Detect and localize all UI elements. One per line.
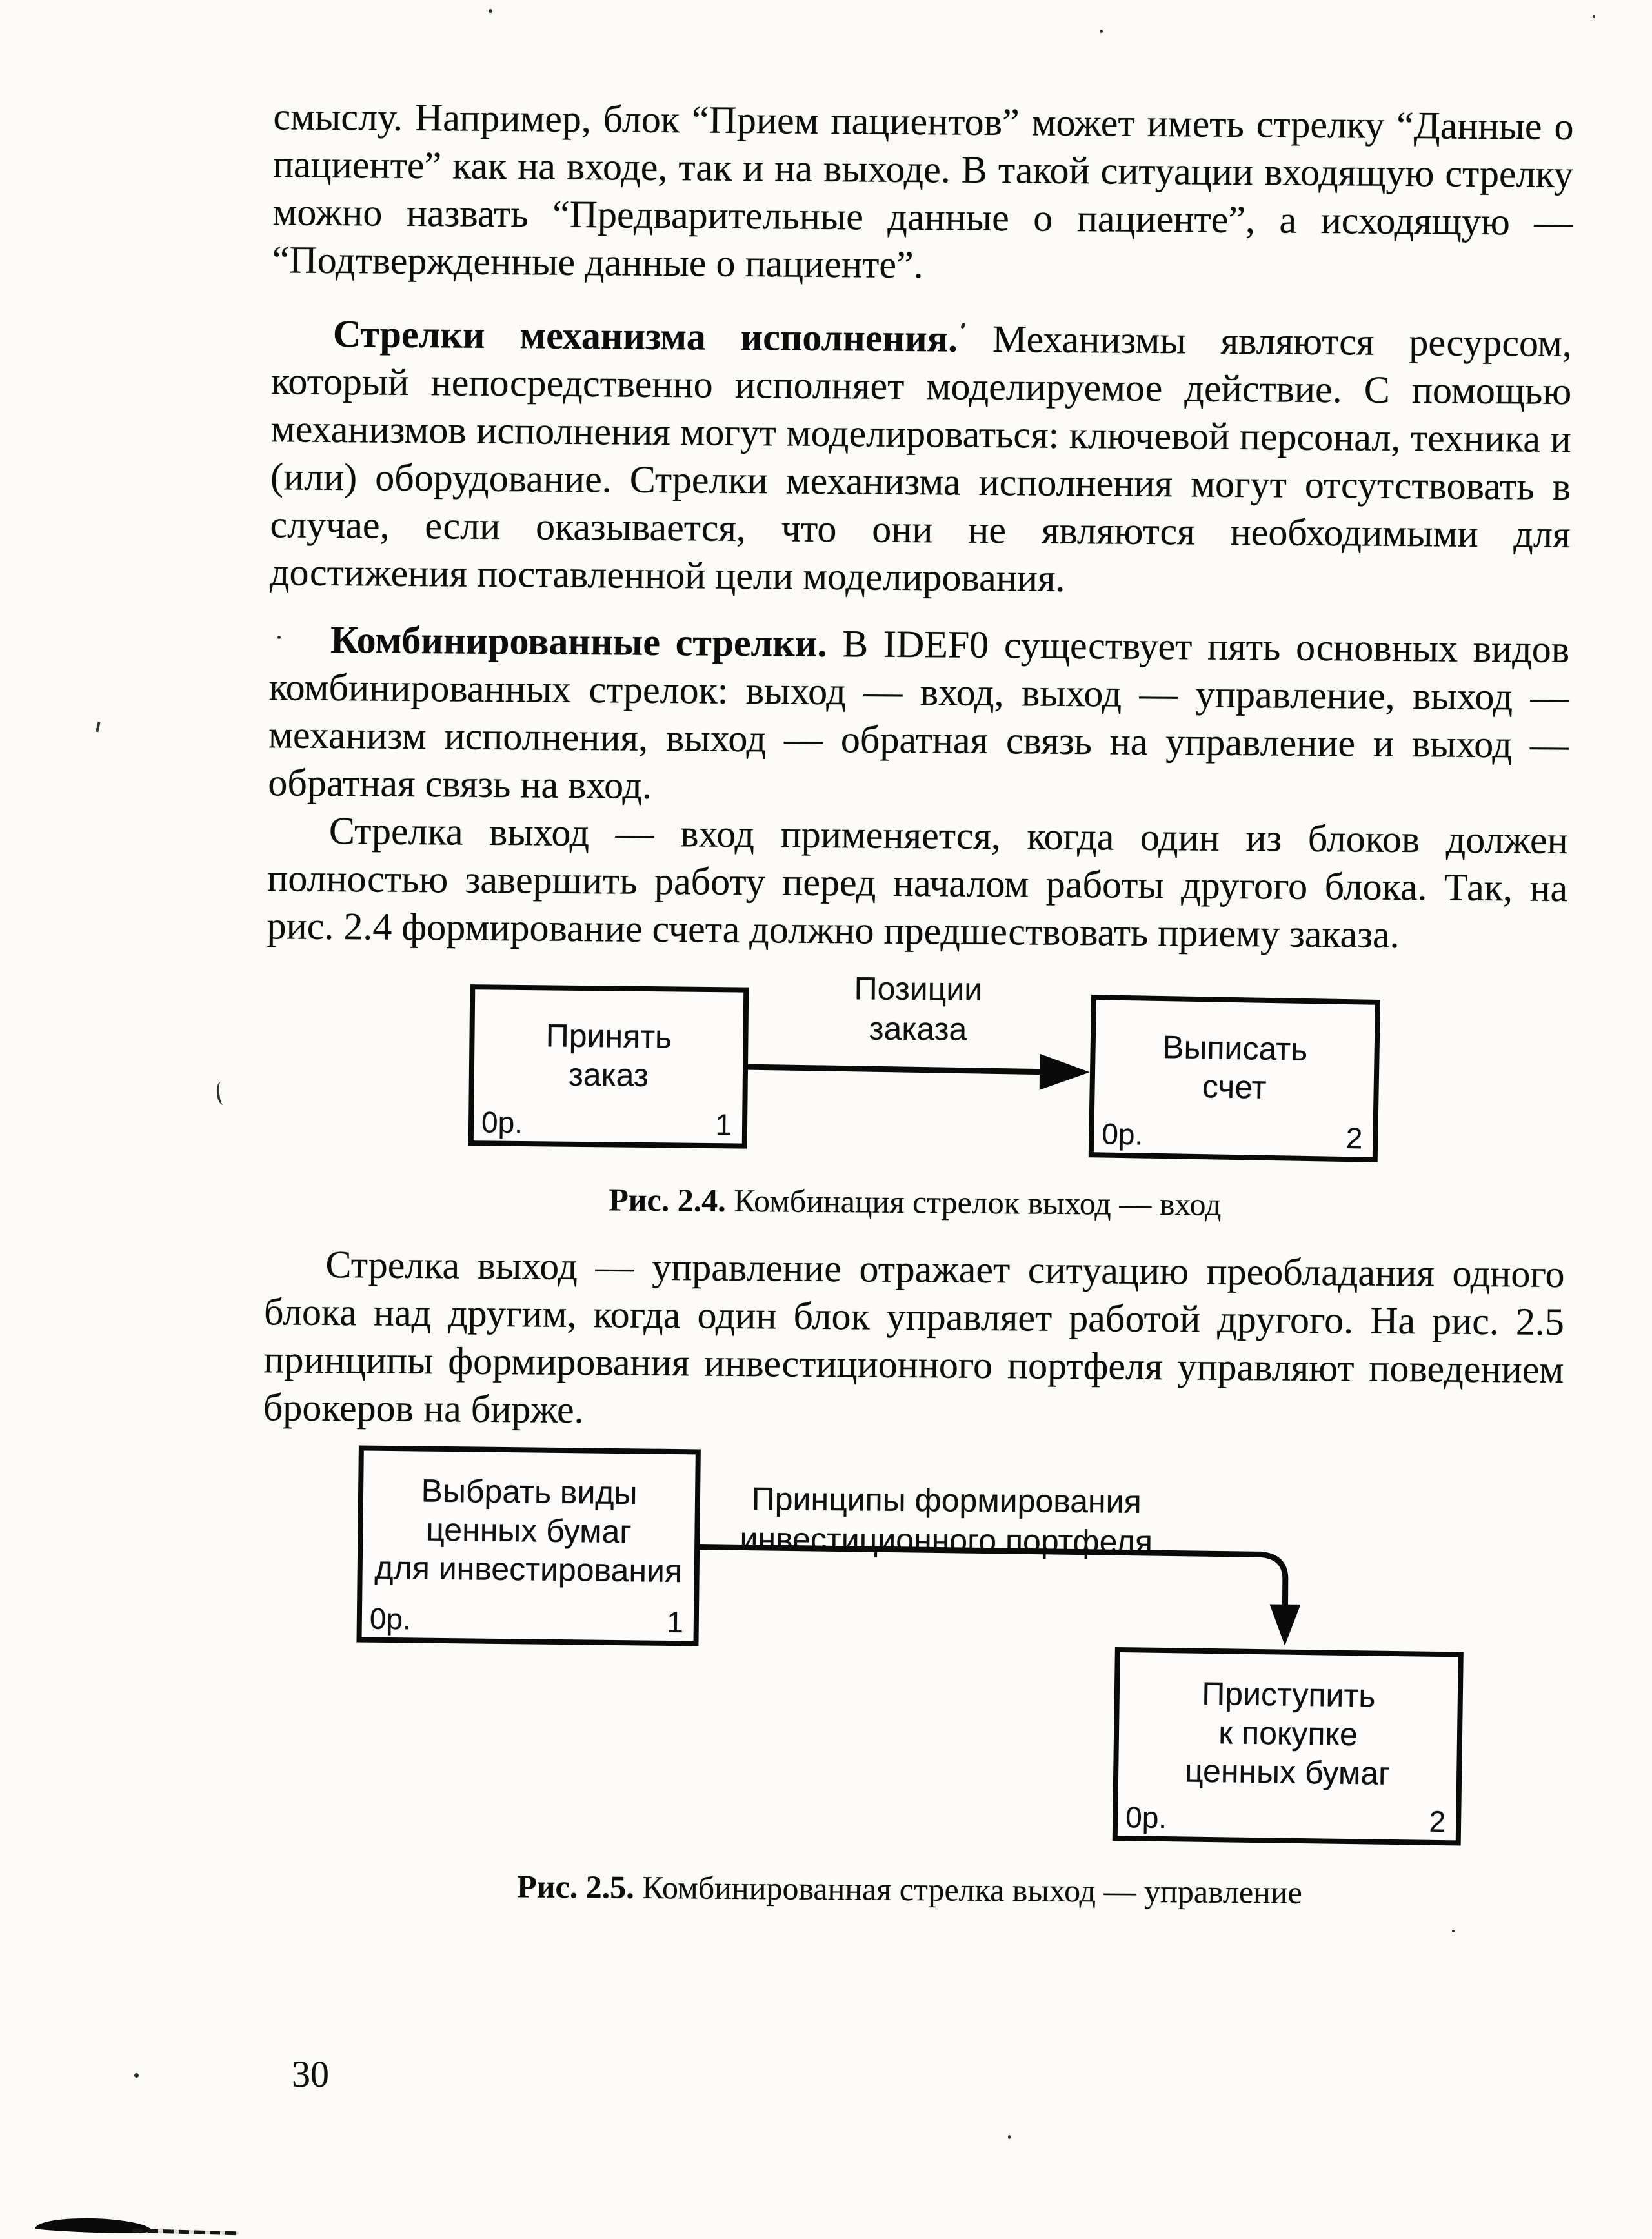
idef0-box-number: 2 — [1429, 1804, 1446, 1839]
paragraph-mechanism-arrows — [270, 309, 1572, 606]
idef0-box-number: 1 — [666, 1605, 684, 1639]
figure-caption-text: Комбинированная стрелка выход — управление — [641, 1869, 1303, 1910]
figure-caption-label: Рис. 2.5. — [516, 1868, 634, 1905]
idef0-box-number: 1 — [715, 1108, 732, 1142]
paragraph-output-input — [267, 806, 1568, 960]
paragraph-text: Стрелка выход — управление отражает ситуацию преобладания одного блока над другим, когда один блок управляет работой другого. На рис. 2.5 принципы формирования инвестиционного портфеля управляют поведением брокеров на бирже. — [263, 1242, 1565, 1432]
idef0-box-label: Выбрать виды ценных бумаг для инвестирования — [374, 1472, 683, 1589]
scan-speck — [1452, 1930, 1455, 1932]
scan-speck — [1008, 2135, 1011, 2139]
scan-speck — [277, 636, 281, 639]
idef0-box-label: Выписать счет — [1162, 1029, 1308, 1106]
idef0-box-cost: 0р. — [1125, 1800, 1167, 1835]
figure-2-4-diagram — [265, 964, 1567, 1168]
paragraph-text: Механизмы являются ресурсом, который непосредственно исполняет моделируемое действие. С помощью механизмов исполнения могут моделироваться: ключевой персонал, техника и (или) оборудование. Стрелки механизма исполнения могут отсутствовать в случае, если оказывается, что они не являются необходимыми для достижения поставленной цели моделирования. — [269, 318, 1573, 600]
idef0-box-cost: 0р. — [1101, 1117, 1143, 1151]
paragraph-lead: Комбинированные стрелки. — [330, 618, 827, 665]
paragraph-continuation — [272, 92, 1574, 294]
output-input-arrow — [747, 987, 1097, 1138]
idef0-box-issue-invoice — [1089, 995, 1380, 1162]
scan-speck — [134, 2073, 139, 2078]
idef0-box-label: Приступить к покупке ценных бумаг — [1184, 1675, 1391, 1792]
scan-speck — [1593, 15, 1595, 18]
idef0-box-cost: 0р. — [481, 1105, 523, 1140]
paragraph-lead: Стрелки механизма исполнения. — [332, 312, 958, 360]
arrow-label-portfolio-principles: Принципы формирования инвестиционного портфеля — [740, 1481, 1153, 1561]
idef0-box-number: 2 — [1345, 1121, 1363, 1155]
idef0-box-start-buying — [1113, 1647, 1464, 1846]
arrow-label-order-items: Позиции заказа — [854, 970, 983, 1048]
paragraph-combined-arrows — [268, 615, 1569, 816]
scan-speck — [1100, 30, 1103, 33]
paragraph-text: смыслу. Например, блок “Прием пациентов” может иметь стрелку “Данные о пациенте” как на входе, так и на выходе. В такой ситуации входящую стрелку можно назвать “Предварительные данные о пациенте”, а исходящую — “Подтвержденные данные о пациенте”. — [272, 95, 1574, 287]
figure-2-5-diagram — [260, 1441, 1564, 1849]
paragraph-text: В IDEF0 существует пять основных видов комбинированных стрелок: выход — вход, выход — управление, выход — механизм исполнения, выход — обратная связь на управление и выход — обратная связь на вход. — [268, 622, 1570, 807]
paragraph-text: Стрелка выход — вход применяется, когда один из блоков должен полностью завершить работу перед началом работы другого блока. Так, на рис. 2.4 формирование счета должно предшествовать приему заказа. — [267, 809, 1569, 957]
page-number: 30 — [292, 2053, 329, 2095]
figure-caption-text: Комбинация стрелок выход — вход — [734, 1182, 1222, 1222]
idef0-box-label: Принять заказ — [545, 1017, 672, 1094]
figure-caption-label: Рис. 2.4. — [608, 1181, 726, 1219]
paragraph-output-control — [263, 1240, 1565, 1441]
idef0-box-accept-order — [468, 984, 749, 1149]
idef0-box-cost: 0р. — [369, 1601, 412, 1636]
scan-speck — [489, 9, 492, 13]
figure-2-4-caption — [265, 1177, 1565, 1227]
scan-edge-streak — [132, 2229, 239, 2236]
